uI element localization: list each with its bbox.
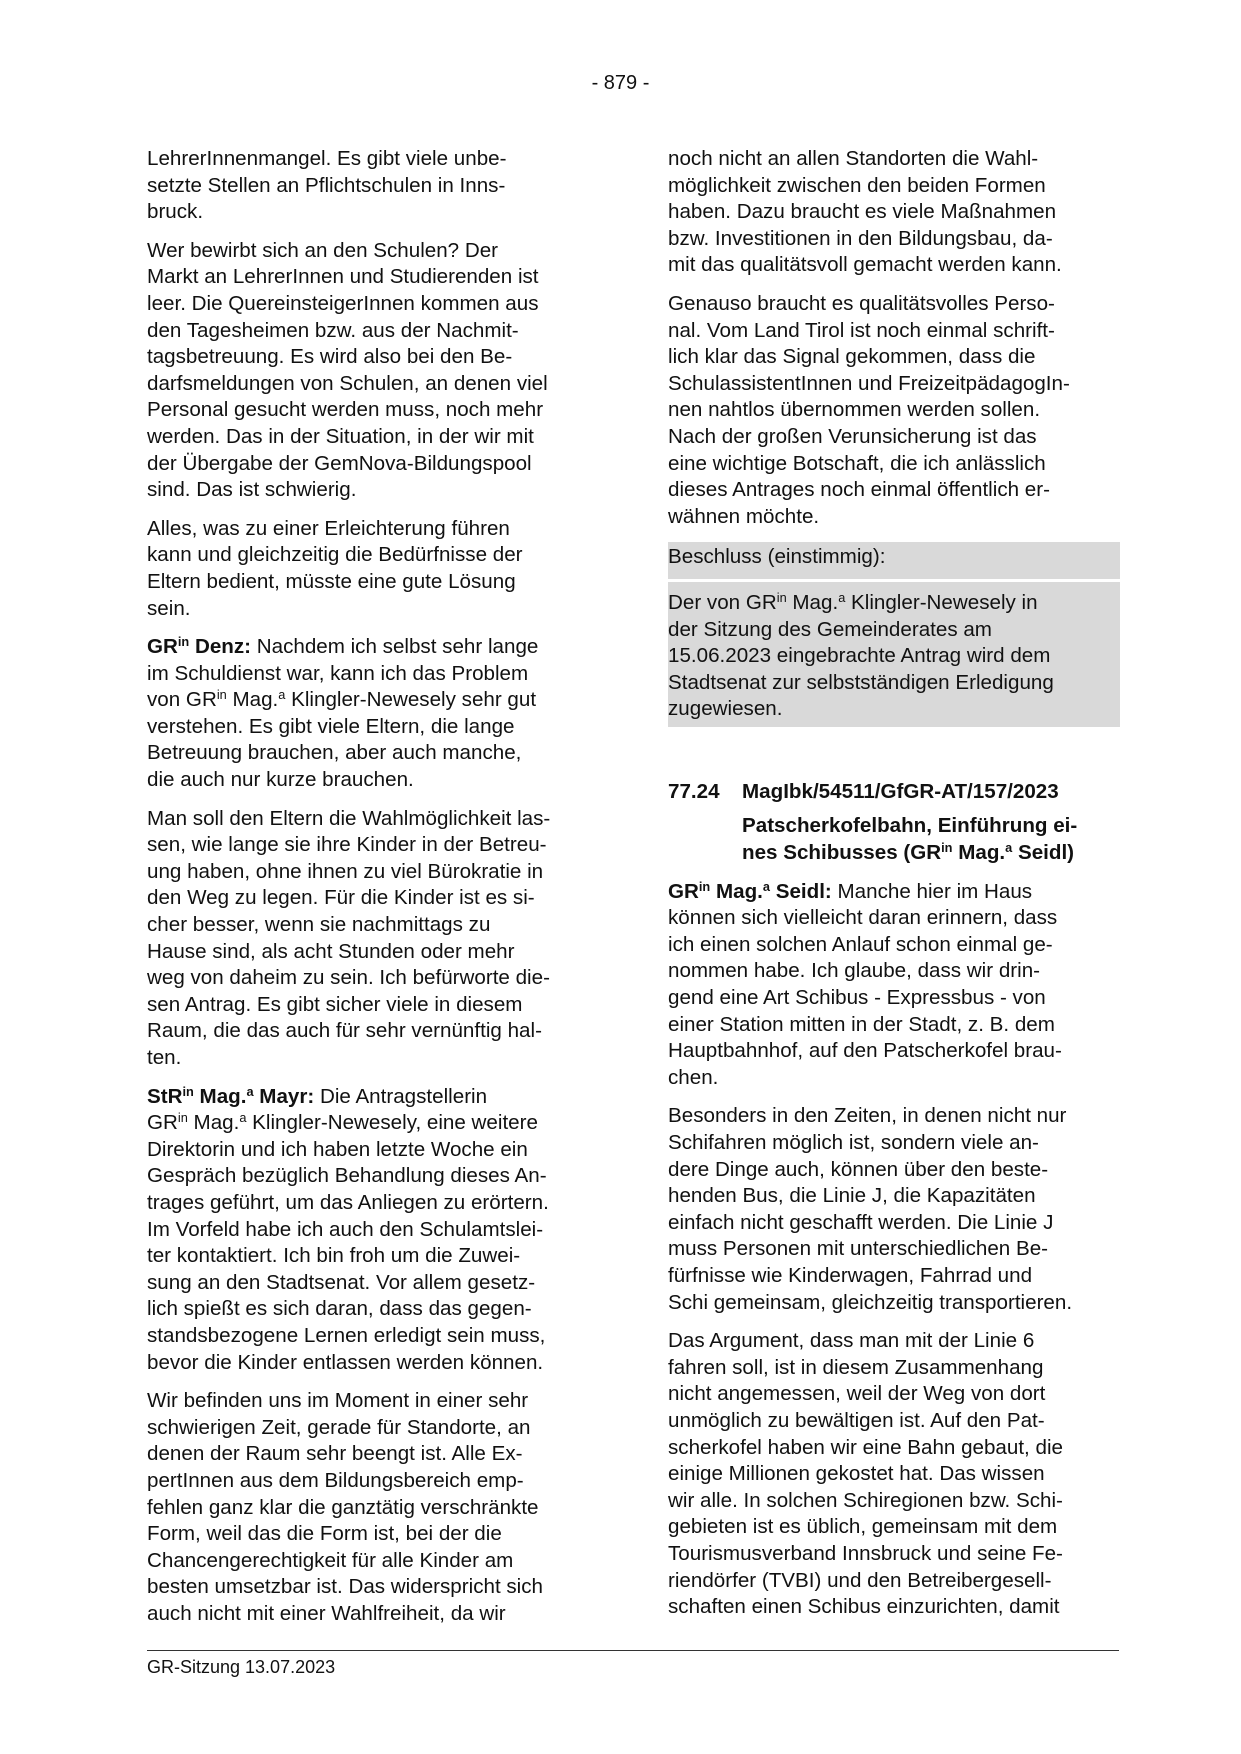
text-line: im Schuldienst war, kann ich das Problem <box>147 661 529 685</box>
text-line: Form, weil das die Form ist, bei der die <box>147 1522 502 1546</box>
resolution-box <box>668 542 1120 727</box>
text-line: gend eine Art Schibus - Expressbus - von <box>668 986 1046 1010</box>
text-line: Im Vorfeld habe ich auch den Schulamtslei- <box>147 1217 544 1241</box>
speech-denz <box>147 634 597 794</box>
speaker-name: StR$^{in}$ Mag.$^a$ Mayr: <box>147 1083 315 1108</box>
text-line: auch nicht mit einer Wahlfreiheit, da wir <box>147 1601 506 1625</box>
text-line: cher besser, wenn sie nachmittags zu <box>147 913 491 937</box>
text-line: standsbezogene Lernen erledigt sein muss, <box>147 1323 546 1347</box>
text-line: von $GR^{in}$ Mag.$^a$ Klingler-Newesely sehr gut <box>147 687 537 712</box>
text-line: 15.06.2023 eingebrachte Antrag wird dem <box>668 644 1051 668</box>
speaker-name: $GR^{in}$ Mag.$^a$ Seidl: <box>668 878 832 903</box>
text-line: weg von daheim zu sein. Ich befürworte die- <box>147 966 550 990</box>
text-line: fürfnisse wie Kinderwagen, Fahrrad und <box>668 1263 1033 1287</box>
text-line: pertInnen aus dem Bildungsbereich emp- <box>147 1468 524 1492</box>
text-line: $GR^{in}$ Denz: Nachdem ich selbst sehr lange <box>147 634 539 659</box>
text-line: eine wichtige Botschaft, die ich anlässlich <box>668 451 1046 475</box>
text-line: leer. Die QuereinsteigerInnen kommen aus <box>147 291 539 315</box>
text-line: einige Millionen gekostet hat. Das wissen <box>668 1462 1045 1486</box>
text-line: lich spießt es sich daran, dass das gegen- <box>147 1297 532 1321</box>
text-line: besten umsetzbar ist. Das widerspricht sich <box>147 1575 544 1599</box>
agenda-title <box>742 813 1118 866</box>
text-line: dere Dinge auch, können über den beste- <box>668 1157 1049 1181</box>
text-line: Direktorin und ich haben letzte Woche ein <box>147 1137 528 1161</box>
text-line: zugewiesen. <box>668 697 783 721</box>
text-line: schaften einen Schibus einzurichten, damit <box>668 1595 1060 1619</box>
text-line: der Übergabe der GemNova-Bildungspool <box>147 451 532 475</box>
text-line: Schifahren möglich ist, sondern viele an- <box>668 1131 1039 1154</box>
text-line: Der von $GR^{in}$ Mag.$^a$ Klingler-Newesely in <box>668 589 1038 614</box>
text-line: gebieten ist es üblich, gemeinsam mit dem <box>668 1515 1058 1539</box>
text-line: nicht angemessen, weil der Weg von dort <box>668 1382 1046 1406</box>
text-line: den Weg zu legen. Für die Kinder ist es si- <box>147 886 535 910</box>
text-line: der Sitzung des Gemeinderates am <box>668 617 992 641</box>
text-line: mit das qualitätsvoll gemacht werden kann. <box>668 253 1062 277</box>
speech-seidl <box>668 879 1118 1092</box>
footer-divider <box>147 1650 1119 1651</box>
text-line: fehlen ganz klar die ganztätig verschränkte <box>147 1495 539 1519</box>
agenda-reference: MagIbk/54511/GfGR-AT/157/2023 <box>742 779 1059 803</box>
footer-session-label: GR-Sitzung 13.07.2023 <box>147 1657 336 1677</box>
agenda-item-heading <box>668 779 1118 806</box>
text-line: die auch nur kurze brauchen. <box>147 768 414 792</box>
text-line: ten. <box>147 1046 182 1069</box>
text-line: Wir befinden uns im Moment in einer sehr <box>147 1389 529 1413</box>
paragraph <box>147 806 597 1072</box>
text-line: scherkofel haben wir eine Bahn gebaut, die <box>668 1435 1063 1459</box>
text-line: verstehen. Es gibt viele Eltern, die lange <box>147 714 515 738</box>
paragraph <box>668 1103 1118 1316</box>
text-line: tagsbetreuung. Es wird also bei den Be- <box>147 345 513 369</box>
text-line: ich einen solchen Anlauf schon einmal ge- <box>668 932 1053 956</box>
text-line: setzte Stellen an Pflichtschulen in Inns- <box>147 173 506 197</box>
text-line: Gespräch bezüglich Behandlung dieses An- <box>147 1164 547 1188</box>
text-line: $GR^{in}$ Mag.$^a$ Klingler-Newesely, eine weitere <box>147 1110 538 1135</box>
text-line: sen Antrag. Es gibt sicher viele in diesem <box>147 992 523 1016</box>
text-line: noch nicht an allen Standorten die Wahl- <box>668 147 1039 170</box>
speech-mayr <box>147 1084 597 1377</box>
paragraph <box>147 146 597 226</box>
text-line: können sich vielleicht daran erinnern, dass <box>668 906 1058 930</box>
text-line: einer Station mitten in der Stadt, z. B. dem <box>668 1012 1055 1036</box>
speaker-name: $GR^{in}$ Denz: <box>147 634 252 659</box>
text-line: schwierigen Zeit, gerade für Standorte, an <box>147 1415 531 1439</box>
text-line: Wer bewirbt sich an den Schulen? Der <box>147 238 499 262</box>
text-line: Betreuung brauchen, aber auch manche, <box>147 741 522 765</box>
text-line: Chancengerechtigkeit für alle Kinder am <box>147 1548 514 1572</box>
text-line: sung an den Stadtsenat. Vor allem gesetz- <box>147 1270 536 1294</box>
text-line: bevor die Kinder entlassen werden können. <box>147 1350 544 1374</box>
text-line: Alles, was zu einer Erleichterung führen <box>147 516 510 540</box>
text-line: Man soll den Eltern die Wahlmöglichkeit las- <box>147 806 551 830</box>
text-line: Stadtsenat zur selbstständigen Erledigung <box>668 670 1054 694</box>
text-line: ter kontaktiert. Ich bin froh um die Zuwei- <box>147 1244 521 1268</box>
text-line: den Tagesheimen bzw. aus der Nachmit- <box>147 318 519 342</box>
text-line: wir alle. In solchen Schiregionen bzw. Schi- <box>668 1488 1063 1512</box>
text-line: Eltern bedient, müsste eine gute Lösung <box>147 569 516 593</box>
text-line: henden Bus, die Linie J, die Kapazitäten <box>668 1184 1036 1208</box>
paragraph <box>147 516 597 622</box>
text-line: dieses Antrages noch einmal öffentlich er- <box>668 478 1050 502</box>
text-line: Markt an LehrerInnen und Studierenden ist <box>147 265 539 289</box>
text-line: bruck. <box>147 200 204 224</box>
text-line: möglichkeit zwischen den beiden Formen <box>668 173 1046 197</box>
text-line: Tourismusverband Innsbruck und seine Fe- <box>668 1541 1063 1565</box>
text-line: nommen habe. Ich glaube, dass wir drin- <box>668 959 1041 983</box>
text-line: Personal gesucht werden muss, noch mehr <box>147 398 544 422</box>
text-line: riendörfer (TVBI) und den Betreibergesell- <box>668 1568 1052 1592</box>
text-line: sein. <box>147 596 191 620</box>
text-line: $GR^{in}$ Mag.$^a$ Seidl: Manche hier im Haus <box>668 878 1033 903</box>
left-column <box>147 146 597 1639</box>
text-line: werden. Das in der Situation, in der wir mit <box>147 424 534 448</box>
text-line: trages geführt, um das Anliegen zu erörtern. <box>147 1190 549 1214</box>
text-line: wähnen möchte. <box>668 504 820 528</box>
text-line: LehrerInnenmangel. Es gibt viele unbe- <box>147 147 507 170</box>
paragraph <box>668 146 1118 279</box>
text-line: Genauso braucht es qualitätsvolles Perso- <box>668 291 1055 315</box>
resolution-title: Beschluss (einstimmig): <box>668 544 1120 582</box>
text-line: bzw. Investitionen in den Bildungsbau, da- <box>668 226 1053 250</box>
text-line: sen, wie lange sie ihre Kinder in der Betreu- <box>147 833 547 857</box>
paragraph <box>147 238 597 504</box>
paragraph <box>147 1388 597 1627</box>
text-line: Patscherkofelbahn, Einführung ei- <box>742 814 1078 838</box>
text-line: muss Personen mit unterschiedlichen Be- <box>668 1237 1049 1261</box>
paragraph <box>668 1328 1118 1621</box>
text-line: nen nahtlos übernommen werden sollen. <box>668 398 1041 422</box>
page-number: - 879 - <box>591 72 650 94</box>
text-line: nes Schibusses ($GR^{in}$ Mag.$^a$ Seidl) <box>742 840 1075 865</box>
right-column <box>668 146 1118 1633</box>
text-line: sind. Das ist schwierig. <box>147 478 357 502</box>
text-line: Besonders in den Zeiten, in denen nicht nur <box>668 1104 1067 1128</box>
text-line: Schi gemeinsam, gleichzeitig transportieren. <box>668 1290 1073 1314</box>
text-line: SchulassistentInnen und FreizeitpädagogIn- <box>668 371 1070 395</box>
text-line: Nach der großen Verunsicherung ist das <box>668 424 1037 448</box>
text-line: darfsmeldungen von Schulen, an denen viel <box>147 371 548 395</box>
text-line: fahren soll, ist in diesem Zusammenhang <box>668 1355 1044 1379</box>
text-line: Hauptbahnhof, auf den Patscherkofel brau- <box>668 1039 1062 1063</box>
text-line: unmöglich zu bewältigen ist. Auf den Pat- <box>668 1408 1045 1432</box>
text-line: denen der Raum sehr beengt ist. Alle Ex- <box>147 1442 523 1466</box>
text-line: einfach nicht geschafft werden. Die Linie J <box>668 1210 1054 1234</box>
text-line: Das Argument, dass man mit der Linie 6 <box>668 1329 1035 1353</box>
text-line: chen. <box>668 1065 719 1089</box>
text-line: Hause sind, als acht Stunden oder mehr <box>147 939 515 963</box>
text-line: lich klar das Signal gekommen, dass die <box>668 345 1036 369</box>
paragraph <box>668 291 1118 530</box>
text-line: ung haben, ohne ihnen zu viel Bürokratie in <box>147 859 544 883</box>
text-line: haben. Dazu braucht es viele Maßnahmen <box>668 200 1057 224</box>
text-line: kann und gleichzeitig die Bedürfnisse der <box>147 543 523 567</box>
agenda-number: 77.24 <box>668 779 720 803</box>
resolution-text <box>668 590 1120 723</box>
text-line: StR$^{in}$ Mag.$^a$ Mayr: Die Antragstellerin <box>147 1083 488 1108</box>
text-line: Raum, die das auch für sehr vernünftig hal- <box>147 1019 542 1043</box>
text-line: nal. Vom Land Tirol ist noch einmal schrift- <box>668 318 1055 342</box>
